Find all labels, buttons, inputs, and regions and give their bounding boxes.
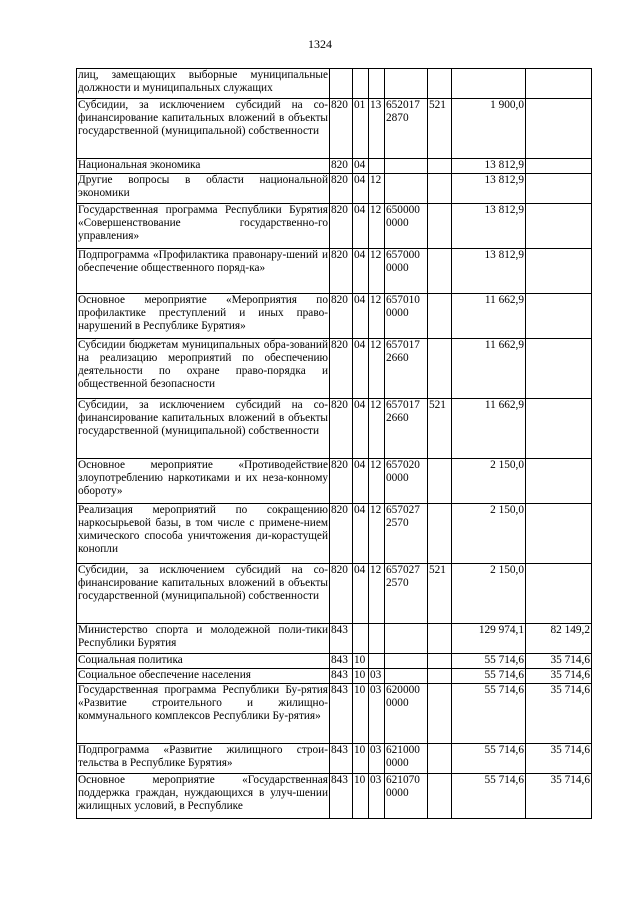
target-article-code	[385, 624, 428, 654]
table-row	[77, 669, 592, 684]
target-article-code	[385, 159, 428, 174]
section-code: 04	[353, 294, 369, 339]
expense-type-code	[428, 459, 452, 504]
amount-first-year: 55 714,6	[452, 654, 526, 669]
page-number: 1324	[308, 37, 332, 51]
expense-type-code: 521	[428, 564, 452, 624]
table-row	[77, 174, 592, 204]
line-item-name: лиц, замещающих выборные муниципальные должности и муниципальных служащих	[77, 69, 330, 99]
table-row	[77, 564, 592, 624]
line-item-name: Другие вопросы в области национальной экономики	[77, 174, 330, 204]
section-code: 10	[353, 774, 369, 819]
amount-second-year	[526, 69, 592, 99]
ministry-code: 843	[330, 774, 353, 819]
section-code: 04	[353, 204, 369, 249]
section-code: 10	[353, 684, 369, 744]
line-item-name: Социальное обеспечение населения	[77, 669, 330, 684]
ministry-code: 820	[330, 294, 353, 339]
ministry-code: 820	[330, 99, 353, 159]
amount-first-year: 11 662,9	[452, 294, 526, 339]
section-code: 01	[353, 99, 369, 159]
amount-first-year: 55 714,6	[452, 774, 526, 819]
expense-type-code	[428, 294, 452, 339]
amount-first-year: 13 812,9	[452, 204, 526, 249]
expense-type-code	[428, 684, 452, 744]
line-item-name: Основное мероприятие «Мероприятия по профилактике преступлений и иных право-нарушений в Республике Бурятия»	[77, 294, 330, 339]
line-item-name: Субсидии, за исключением субсидий на со-финансирование капитальных вложений в объекты государственной (муниципальной) собственности	[77, 564, 330, 624]
subsection-code	[369, 69, 385, 99]
section-code: 04	[353, 174, 369, 204]
line-item-name: Субсидии, за исключением субсидий на со-финансирование капитальных вложений в объекты государственной (муниципальной) собственности	[77, 99, 330, 159]
ministry-code: 820	[330, 399, 353, 459]
expense-type-code	[428, 204, 452, 249]
subsection-code: 12	[369, 249, 385, 294]
amount-second-year: 35 714,6	[526, 669, 592, 684]
line-item-name: Субсидии, за исключением субсидий на со-финансирование капитальных вложений в объекты государственной (муниципальной) собственности	[77, 399, 330, 459]
expense-type-code: 521	[428, 99, 452, 159]
section-code: 04	[353, 399, 369, 459]
target-article-code: 652017 2870	[385, 99, 428, 159]
section-code	[353, 624, 369, 654]
amount-second-year	[526, 564, 592, 624]
budget-table-body	[77, 69, 592, 819]
amount-second-year	[526, 174, 592, 204]
target-article-code: 657000 0000	[385, 249, 428, 294]
amount-second-year	[526, 504, 592, 564]
amount-first-year: 55 714,6	[452, 684, 526, 744]
section-code: 04	[353, 459, 369, 504]
line-item-name: Государственная программа Республики Бурятия «Совершенствование государственно-го управления»	[77, 204, 330, 249]
subsection-code	[369, 159, 385, 174]
line-item-name: Подпрограмма «Развитие жилищного строи-тельства в Республике Бурятия»	[77, 744, 330, 774]
table-row	[77, 69, 592, 99]
target-article-code: 650000 0000	[385, 204, 428, 249]
amount-first-year: 13 812,9	[452, 249, 526, 294]
amount-first-year: 11 662,9	[452, 399, 526, 459]
table-row	[77, 159, 592, 174]
ministry-code: 843	[330, 624, 353, 654]
target-article-code: 657027 2570	[385, 564, 428, 624]
target-article-code: 657027 2570	[385, 504, 428, 564]
subsection-code: 12	[369, 564, 385, 624]
subsection-code	[369, 624, 385, 654]
target-article-code: 621000 0000	[385, 744, 428, 774]
subsection-code: 03	[369, 669, 385, 684]
expense-type-code	[428, 339, 452, 399]
target-article-code: 620000 0000	[385, 684, 428, 744]
amount-second-year: 35 714,6	[526, 744, 592, 774]
ministry-code	[330, 69, 353, 99]
expense-type-code	[428, 69, 452, 99]
line-item-name: Основное мероприятие «Противодействие злоупотреблению наркотиками и их неза-конному обороту»	[77, 459, 330, 504]
amount-second-year	[526, 459, 592, 504]
amount-second-year	[526, 294, 592, 339]
ministry-code: 820	[330, 249, 353, 294]
expense-type-code	[428, 249, 452, 294]
target-article-code: 657020 0000	[385, 459, 428, 504]
table-row	[77, 504, 592, 564]
subsection-code: 03	[369, 774, 385, 819]
subsection-code: 12	[369, 294, 385, 339]
target-article-code: 657017 2660	[385, 339, 428, 399]
amount-first-year: 11 662,9	[452, 339, 526, 399]
ministry-code: 820	[330, 204, 353, 249]
target-article-code	[385, 174, 428, 204]
amount-first-year	[452, 69, 526, 99]
table-row	[77, 654, 592, 669]
table-row	[77, 744, 592, 774]
expense-type-code	[428, 159, 452, 174]
budget-table	[76, 68, 592, 819]
subsection-code: 12	[369, 174, 385, 204]
amount-second-year	[526, 399, 592, 459]
amount-first-year: 2 150,0	[452, 459, 526, 504]
amount-first-year: 55 714,6	[452, 744, 526, 774]
section-code: 10	[353, 669, 369, 684]
expense-type-code	[428, 654, 452, 669]
ministry-code: 843	[330, 684, 353, 744]
target-article-code: 657010 0000	[385, 294, 428, 339]
subsection-code	[369, 654, 385, 669]
amount-second-year: 82 149,2	[526, 624, 592, 654]
ministry-code: 820	[330, 339, 353, 399]
table-row	[77, 774, 592, 819]
table-row	[77, 399, 592, 459]
expense-type-code	[428, 624, 452, 654]
table-row	[77, 624, 592, 654]
table-row	[77, 339, 592, 399]
ministry-code: 843	[330, 654, 353, 669]
section-code: 04	[353, 504, 369, 564]
expense-type-code	[428, 669, 452, 684]
expense-type-code	[428, 774, 452, 819]
subsection-code: 13	[369, 99, 385, 159]
section-code: 04	[353, 249, 369, 294]
amount-second-year: 35 714,6	[526, 774, 592, 819]
amount-first-year: 1 900,0	[452, 99, 526, 159]
expense-type-code	[428, 744, 452, 774]
subsection-code: 03	[369, 684, 385, 744]
ministry-code: 843	[330, 744, 353, 774]
table-row	[77, 294, 592, 339]
target-article-code	[385, 669, 428, 684]
amount-first-year: 2 150,0	[452, 504, 526, 564]
line-item-name: Реализация мероприятий по сокращению наркосырьевой базы, в том числе с примене-нием химического способа уничтожения ди-корастущей конопли	[77, 504, 330, 564]
target-article-code	[385, 654, 428, 669]
expense-type-code	[428, 174, 452, 204]
target-article-code	[385, 69, 428, 99]
amount-second-year	[526, 99, 592, 159]
section-code	[353, 69, 369, 99]
ministry-code: 820	[330, 459, 353, 504]
amount-second-year	[526, 339, 592, 399]
section-code: 04	[353, 564, 369, 624]
section-code: 04	[353, 339, 369, 399]
ministry-code: 820	[330, 174, 353, 204]
subsection-code: 12	[369, 339, 385, 399]
section-code: 10	[353, 654, 369, 669]
amount-first-year: 13 812,9	[452, 174, 526, 204]
amount-first-year: 55 714,6	[452, 669, 526, 684]
line-item-name: Основное мероприятие «Государственная поддержка граждан, нуждающихся в улуч-шении жилищных условий, в Республике	[77, 774, 330, 819]
line-item-name: Министерство спорта и молодежной поли-тики Республики Бурятия	[77, 624, 330, 654]
section-code: 10	[353, 744, 369, 774]
table-row	[77, 204, 592, 249]
subsection-code: 12	[369, 459, 385, 504]
ministry-code: 820	[330, 564, 353, 624]
section-code: 04	[353, 159, 369, 174]
subsection-code: 12	[369, 399, 385, 459]
line-item-name: Государственная программа Республики Бу-рятия «Развитие строительного и жилищно-коммунального комплексов Республики Бу-рятия»	[77, 684, 330, 744]
amount-second-year: 35 714,6	[526, 654, 592, 669]
subsection-code: 03	[369, 744, 385, 774]
ministry-code: 820	[330, 159, 353, 174]
amount-second-year: 35 714,6	[526, 684, 592, 744]
ministry-code: 820	[330, 504, 353, 564]
target-article-code: 621070 0000	[385, 774, 428, 819]
amount-second-year	[526, 159, 592, 174]
subsection-code: 12	[369, 504, 385, 564]
table-row	[77, 459, 592, 504]
amount-second-year	[526, 249, 592, 294]
subsection-code: 12	[369, 204, 385, 249]
amount-first-year: 2 150,0	[452, 564, 526, 624]
line-item-name: Подпрограмма «Профилактика правонару-шений и обеспечение общественного поряд-ка»	[77, 249, 330, 294]
table-row	[77, 684, 592, 744]
amount-second-year	[526, 204, 592, 249]
ministry-code: 843	[330, 669, 353, 684]
line-item-name: Социальная политика	[77, 654, 330, 669]
amount-first-year: 13 812,9	[452, 159, 526, 174]
expense-type-code: 521	[428, 399, 452, 459]
line-item-name: Субсидии бюджетам муниципальных обра-зований на реализацию мероприятий по обеспечению деятельности по охране право-порядка и общественной безопасности	[77, 339, 330, 399]
amount-first-year: 129 974,1	[452, 624, 526, 654]
table-row	[77, 249, 592, 294]
line-item-name: Национальная экономика	[77, 159, 330, 174]
expense-type-code	[428, 504, 452, 564]
target-article-code: 657017 2660	[385, 399, 428, 459]
table-row	[77, 99, 592, 159]
